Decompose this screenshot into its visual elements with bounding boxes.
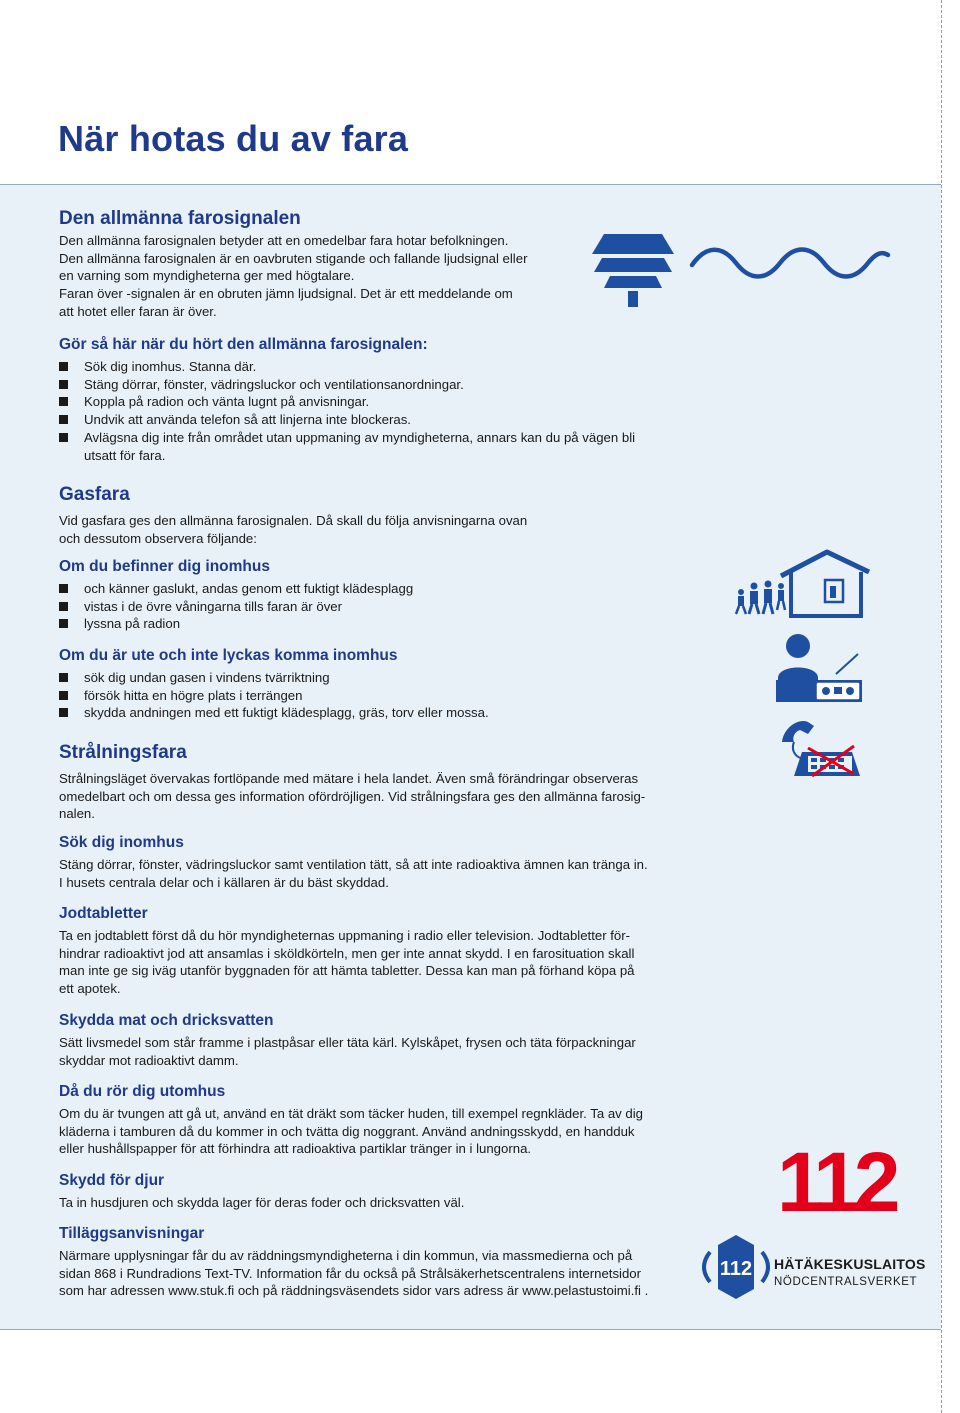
gas-indoors-heading: Om du befinner dig inomhus [59, 558, 270, 575]
logo-badge-number: 112 [719, 1258, 753, 1280]
list-item: Sök dig inomhus. Stanna där. [59, 358, 684, 376]
siren-line: Den allmänna farosignalen är en oavbruten stigande och fallande ljudsignal eller [59, 250, 528, 266]
family-house-icon [733, 548, 873, 620]
outside-section: Då du rör dig utomhus Om du är tvungen att gå ut, använd en tät dräkt som täcker huden, till exempel regnkläder. Ta av dig kläderna i tamburen då du kommer in och tvätta dig noggrant. Använd andningsskydd, en handduk eller hushållspapper för att förhindra att radioaktiva partiklar tränger in i lungorna. [59, 1083, 684, 1158]
siren-line: Faran över -signalen är en obruten jämn ljudsignal. Det är ett meddelande om [59, 286, 513, 302]
animals-section: Skydd för djur Ta in husdjuren och skydda lager för deras foder och dricksvatten väl. [59, 1172, 684, 1212]
list-item: sök dig undan gasen i vindens tvärriktning [59, 669, 684, 687]
bullet-icon [59, 602, 68, 611]
iodine-heading: Jodtabletter [59, 905, 148, 922]
siren-line: att hotet eller faran är över. [59, 303, 217, 319]
siren-instructions [59, 336, 684, 464]
outside-heading: Då du rör dig utomhus [59, 1083, 226, 1100]
siren-section [59, 208, 684, 321]
siren-text [59, 232, 684, 321]
page-title: När hotas du av fara [58, 118, 409, 159]
list-item: Stäng dörrar, fönster, vädringsluckor och ventilationsanordningar. [59, 376, 684, 394]
animals-heading: Skydd för djur [59, 1172, 165, 1189]
gas-heading: Gasfara [59, 484, 130, 505]
siren-line: Den allmänna farosignalen betyder att en omedelbar fara hotar befolkningen. [59, 233, 509, 248]
list-item: Koppla på radion och vänta lugnt på anvisningar. [59, 393, 684, 411]
list-item: försök hitta en högre plats i terrängen [59, 687, 684, 705]
siren-heading: Den allmänna farosignalen [59, 208, 301, 229]
bullet-icon [59, 584, 68, 593]
bullet-icon [59, 708, 68, 717]
siren-instructions-heading: Gör så här när du hört den allmänna farosignalen: [59, 336, 428, 353]
cut-line [941, 0, 942, 1413]
list-item: och känner gaslukt, andas genom ett fuktigt klädesplagg [59, 580, 684, 598]
emergency-number: 112 [777, 1135, 895, 1229]
extra-section: Tilläggsanvisningar Närmare upplysningar får du av räddningsmyndigheterna i din kommun, via massmedierna och på sidan 868 i Rundradions Text-TV. Information får du också på Strålsäkerhetscentralens internetsidor som har adressen www.stuk.fi och på räddningsväsendets sidor vars adress är www.pelastustoimi.fi . [59, 1225, 684, 1300]
org-name-swedish: NÖDCENTRALSVERKET [774, 1276, 918, 1288]
radiation-heading: Strålningsfara [59, 742, 187, 763]
list-item: vistas i de övre våningarna tills faran är över [59, 598, 684, 616]
radiation-indoors: Sök dig inomhus Stäng dörrar, fönster, vädringsluckor samt ventilation tätt, så att inte radioaktiva ämnen kan tränga in. I husets centrala delar och i källaren är du bäst skyddad. [59, 834, 684, 891]
radiation-section [59, 742, 684, 823]
siren-line: en varning som myndigheterna ger med högtalare. [59, 268, 355, 284]
org-name-finnish: HÄTÄKESKUSLAITOS [774, 1256, 926, 1272]
gas-outdoors [59, 647, 684, 722]
food-water-heading: Skydda mat och dricksvatten [59, 1012, 274, 1029]
bullet-icon [59, 380, 68, 389]
gas-outdoors-heading: Om du är ute och inte lyckas komma inomhus [59, 647, 398, 664]
gas-text: Vid gasfara ges den allmänna farosignalen. Då skall du följa anvisningarna ovan och dessutom observera följande: [59, 513, 528, 546]
person-radio-icon [772, 632, 866, 706]
food-water-section: Skydda mat och dricksvatten Sätt livsmedel som står framme i plastpåsar eller täta kärl. Kylskåpet, frysen och täta förpackningar skyddar mot radioaktivt damm. [59, 1012, 684, 1069]
gas-section [59, 484, 684, 547]
extra-heading: Tilläggsanvisningar [59, 1225, 205, 1242]
iodine-section: Jodtabletter Ta en jodtablett först då du hör myndigheternas uppmaning i radio eller television. Jodtabletter för- hindrar radioaktivt jod att ansamlas i sköldkörteln, men ger inte annat skydd. I en farosituation skall man inte ge sig iväg utanför byggnaden för att hämta tabletter. Dessa kan man på förhand köpa på ett apotek. [59, 905, 684, 998]
list-item: lyssna på radion [59, 615, 684, 633]
list-item: skydda andningen med ett fuktigt klädesplagg, gräs, torv eller mossa. [59, 704, 684, 722]
bullet-icon [59, 619, 68, 628]
bullet-icon [59, 397, 68, 406]
siren-instructions-list [59, 358, 684, 464]
bullet-icon [59, 433, 68, 442]
bullet-icon [59, 362, 68, 371]
gas-outdoors-list [59, 669, 684, 722]
list-item: Undvik att använda telefon så att linjerna inte blockeras. [59, 411, 684, 429]
wave-signal-icon [688, 245, 892, 281]
list-item: Avlägsna dig inte från området utan uppmaning av myndigheterna, annars kan du på vägen bli utsatt för fara. [59, 429, 684, 464]
radiation-indoors-heading: Sök dig inomhus [59, 834, 184, 851]
no-phone-icon [772, 712, 866, 780]
bullet-icon [59, 673, 68, 682]
gas-indoors [59, 558, 684, 633]
gas-indoors-list [59, 580, 684, 633]
bullet-icon [59, 415, 68, 424]
radiation-text: Strålningsläget övervakas fortlöpande med mätare i hela landet. Även små förändringar observeras omedelbart och om dessa ges information ofördröjligen. Vid strålningsfara ges den allmänna farosig- nalen. [59, 771, 646, 822]
bullet-icon [59, 691, 68, 700]
